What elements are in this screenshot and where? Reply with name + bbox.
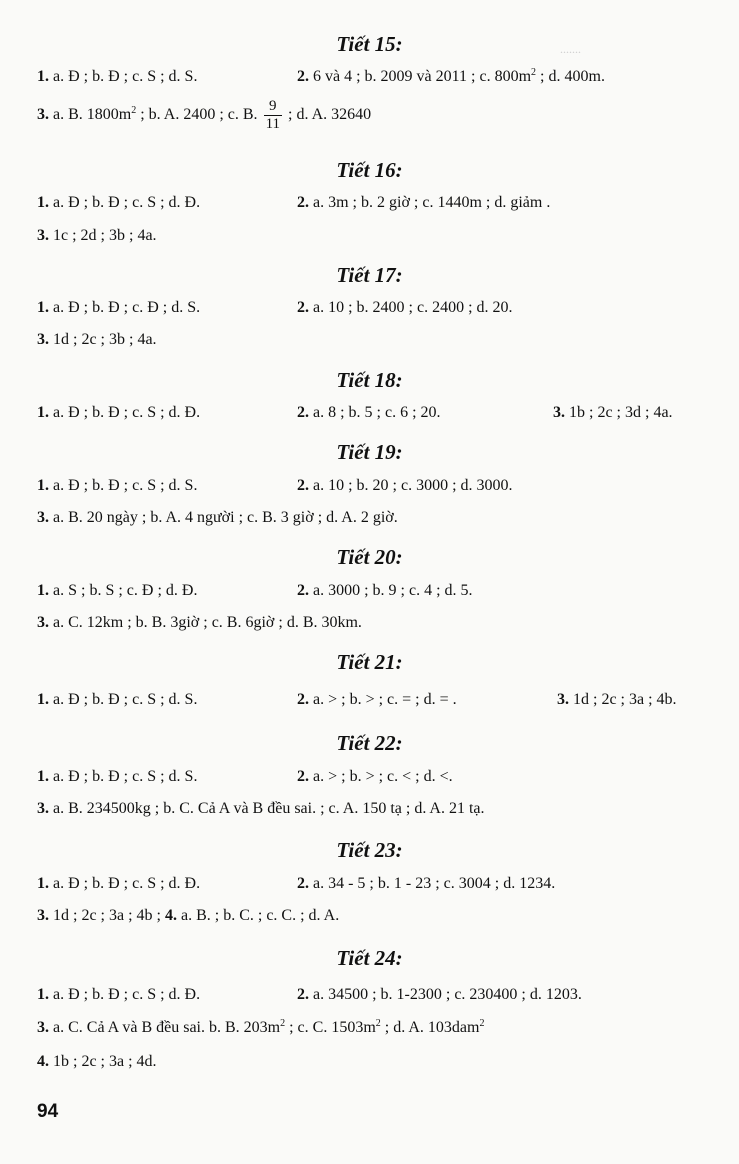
answer-text: a. 8 ; b. 5 ; c. 6 ; 20. [313, 404, 441, 421]
answer-text: 1d ; 2c ; 3a ; 4b ; [53, 907, 161, 924]
superscript: 2 [531, 67, 537, 78]
question-number: 3. [37, 614, 49, 631]
bleed-through-text: ....... [560, 42, 581, 56]
question-number: 1. [37, 477, 49, 494]
section-title-16: Tiết 16: [336, 158, 403, 182]
section-title-21: Tiết 21: [336, 650, 403, 674]
answer-text: a. 3000 ; b. 9 ; c. 4 ; d. 5. [313, 582, 473, 599]
answer-text: a. B. 20 ngày ; b. A. 4 người ; c. B. 3 giờ ; d. A. 2 giờ. [53, 509, 398, 526]
answer-text: 1b ; 2c ; 3a ; 4d. [53, 1053, 157, 1070]
question-number: 3. [557, 691, 569, 708]
answer-text: a. C. Cả A và B đều sai. b. B. 203m [53, 1019, 281, 1036]
question-number: 2. [297, 299, 309, 316]
answer-text: a. Đ ; b. Đ ; c. S ; d. Đ. [53, 986, 201, 1003]
answer-line-24-3 [37, 1018, 484, 1038]
answer-text: ; b. A. 2400 ; c. B. [136, 106, 258, 123]
question-number: 2. [297, 875, 309, 892]
question-number: 4. [37, 1053, 49, 1070]
answer-text: a. > ; b. > ; c. < ; d. <. [313, 768, 453, 785]
answer-text: a. 34500 ; b. 1-2300 ; c. 230400 ; d. 1203. [313, 986, 582, 1003]
answer-line-18-1 [37, 403, 200, 423]
answer-line-23-2 [297, 874, 555, 894]
answer-line-17-2 [297, 298, 513, 318]
section-title-23: Tiết 23: [336, 838, 403, 862]
question-number: 2. [297, 194, 309, 211]
page-number: 94 [37, 1101, 59, 1122]
question-number: 1. [37, 194, 49, 211]
question-number: 1. [37, 582, 49, 599]
answer-text: a. Đ ; b. Đ ; c. S ; d. S. [53, 477, 198, 494]
section-title-15: Tiết 15: [336, 32, 403, 56]
question-number: 2. [297, 691, 309, 708]
fraction [264, 98, 282, 133]
answer-text: a. Đ ; b. Đ ; c. S ; d. S. [53, 768, 198, 785]
answer-line-20-3 [37, 613, 362, 633]
answer-line-21-2 [297, 690, 457, 710]
answer-line-15-2 [297, 67, 605, 87]
answer-text: a. 10 ; b. 2400 ; c. 2400 ; d. 20. [313, 299, 513, 316]
section-title-17: Tiết 17: [336, 263, 403, 287]
answer-line-23-3 [37, 906, 339, 926]
answer-line-20-1 [37, 581, 197, 601]
answer-line-22-3 [37, 799, 485, 819]
answer-text: 1b ; 2c ; 3d ; 4a. [569, 404, 673, 421]
question-number: 1. [37, 691, 49, 708]
question-number: 3. [37, 331, 49, 348]
answer-line-16-2 [297, 193, 550, 213]
answer-text: 1c ; 2d ; 3b ; 4a. [53, 227, 157, 244]
answer-line-19-1 [37, 476, 197, 496]
answer-line-15-3 [37, 96, 371, 134]
answer-text: a. 10 ; b. 20 ; c. 3000 ; d. 3000. [313, 477, 513, 494]
question-number: 1. [37, 875, 49, 892]
question-number: 3. [553, 404, 565, 421]
question-number: 3. [37, 106, 49, 123]
question-number: 2. [297, 768, 309, 785]
answer-text: ; d. A. 32640 [284, 106, 372, 123]
question-number: 3. [37, 1019, 49, 1036]
question-number: 3. [37, 227, 49, 244]
superscript: 2 [479, 1018, 485, 1029]
answer-text: a. Đ ; b. Đ ; c. S ; d. S. [53, 68, 198, 85]
answer-text: a. 34 - 5 ; b. 1 - 23 ; c. 3004 ; d. 1234. [313, 875, 556, 892]
answer-line-22-2 [297, 767, 453, 787]
answer-text: ; c. C. 1503m [285, 1019, 376, 1036]
question-number: 1. [37, 768, 49, 785]
answer-line-24-1 [37, 985, 200, 1005]
answer-line-24-4 [37, 1052, 157, 1072]
section-title-22: Tiết 22: [336, 731, 403, 755]
question-number: 1. [37, 404, 49, 421]
answer-text: a. B. 234500kg ; b. C. Cả A và B đều sai. ; c. A. 150 tạ ; d. A. 21 tạ. [53, 800, 485, 817]
answer-line-20-2 [297, 581, 473, 601]
answer-text: a. Đ ; b. Đ ; c. S ; d. Đ. [53, 194, 201, 211]
answer-line-19-3 [37, 508, 398, 528]
answer-text: a. Đ ; b. Đ ; c. S ; d. Đ. [53, 875, 201, 892]
answer-line-23-1 [37, 874, 200, 894]
answer-text: a. Đ ; b. Đ ; c. Đ ; d. S. [53, 299, 201, 316]
question-number: 2. [297, 582, 309, 599]
answer-text: ; d. A. 103dam [380, 1019, 480, 1036]
answer-line-19-2 [297, 476, 513, 496]
superscript: 2 [280, 1018, 286, 1029]
question-number: 3. [37, 907, 49, 924]
answer-line-18-3 [553, 403, 673, 423]
fraction-denominator: 11 [265, 115, 281, 132]
answer-line-21-1 [37, 690, 197, 710]
question-number: 2. [297, 986, 309, 1003]
superscript: 2 [131, 105, 137, 116]
section-title-20: Tiết 20: [336, 545, 403, 569]
answer-line-17-3 [37, 330, 157, 350]
answer-text: 1d ; 2c ; 3a ; 4b. [573, 691, 677, 708]
superscript: 2 [375, 1018, 381, 1029]
answer-text: ; d. 400m. [536, 68, 605, 85]
question-number: 3. [37, 509, 49, 526]
answer-line-18-2 [297, 403, 441, 423]
answer-text: a. B. 1800m [53, 106, 132, 123]
answer-text: a. > ; b. > ; c. = ; d. = . [313, 691, 457, 708]
answer-text: a. B. ; b. C. ; c. C. ; d. A. [180, 907, 340, 924]
answer-line-21-3 [557, 690, 677, 710]
answer-line-16-1 [37, 193, 200, 213]
answer-text: a. 3m ; b. 2 giờ ; c. 1440m ; d. giảm . [313, 194, 551, 211]
answer-line-24-2 [297, 985, 582, 1005]
question-number: 2. [297, 68, 309, 85]
answer-text: 6 và 4 ; b. 2009 và 2011 ; c. 800m [313, 68, 532, 85]
answer-text: a. Đ ; b. Đ ; c. S ; d. Đ. [53, 404, 201, 421]
question-number: 4. [164, 907, 177, 924]
answer-text: a. Đ ; b. Đ ; c. S ; d. S. [53, 691, 198, 708]
question-number: 1. [37, 986, 49, 1003]
answer-line-15-1 [37, 67, 197, 87]
answer-text: a. S ; b. S ; c. Đ ; d. Đ. [53, 582, 198, 599]
question-number: 2. [297, 404, 309, 421]
fraction-numerator: 9 [264, 98, 282, 116]
question-number: 3. [37, 800, 49, 817]
section-title-18: Tiết 18: [336, 368, 403, 392]
answer-line-17-1 [37, 298, 200, 318]
answer-text: a. C. 12km ; b. B. 3giờ ; c. B. 6giờ ; d. B. 30km. [53, 614, 362, 631]
section-title-24: Tiết 24: [336, 946, 403, 970]
answer-text: 1d ; 2c ; 3b ; 4a. [53, 331, 157, 348]
question-number: 2. [297, 477, 309, 494]
question-number: 1. [37, 299, 49, 316]
answer-line-16-3 [37, 226, 157, 246]
question-number: 1. [37, 68, 49, 85]
section-title-19: Tiết 19: [336, 440, 403, 464]
answer-line-22-1 [37, 767, 197, 787]
